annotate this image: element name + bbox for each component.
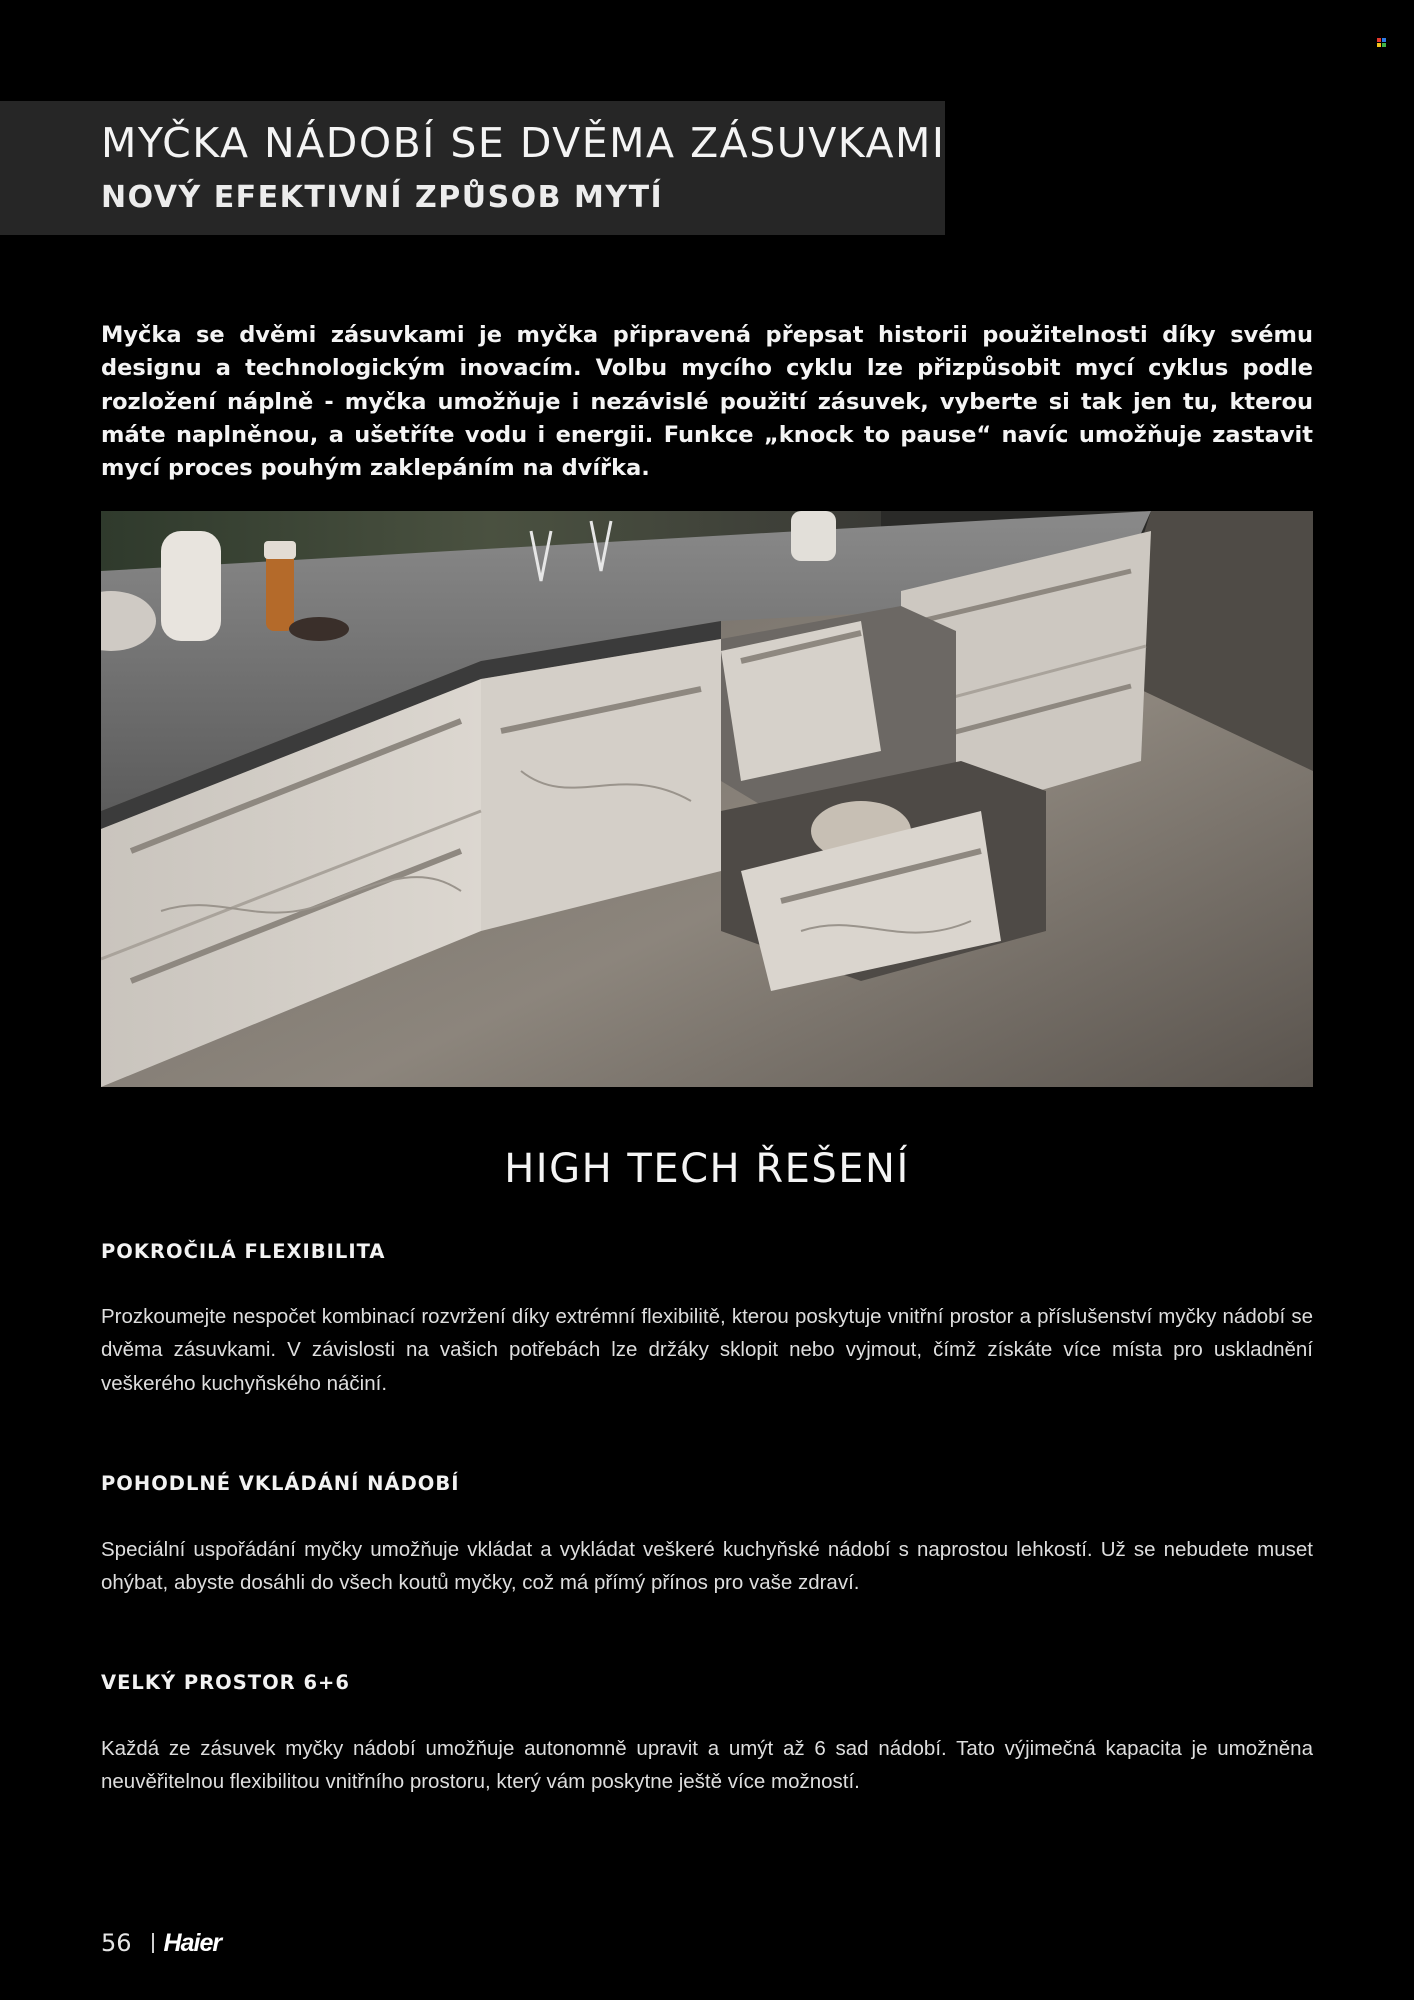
feature-text-flexibility: Prozkoumejte nespočet kombinací rozvržení díky extrémní flexibilitě, kterou poskytuje vnitřní prostor a příslušenství myčky nádobí se dvěma zásuvkami. V závislosti na vašich potřebách lze držáky sklopit nebo vyjmout, čímž získáte více místa pro uskladnění veškerého kuchyňského náčiní.	[101, 1305, 1313, 1395]
section-title: HIGH TECH ŘEŠENÍ	[504, 1146, 910, 1192]
page-subtitle: NOVÝ EFEKTIVNÍ ZPŮSOB MYTÍ	[101, 180, 664, 215]
feature-text-loading: Speciální uspořádání myčky umožňuje vkládat a vykládat veškeré kuchyňské nádobí s naprostou lehkostí. Už se nebudete muset ohýbat, abyste dosáhli do všech koutů myčky, což má přímý přínos pro vaše zdraví.	[101, 1538, 1313, 1595]
color-squares-icon	[1377, 38, 1387, 48]
page-footer	[101, 1925, 221, 1961]
feature-heading-loading: POHODLNÉ VKLÁDÁNÍ NÁDOBÍ	[101, 1472, 460, 1495]
page-number: 56	[101, 1929, 132, 1957]
intro-paragraph: Myčka se dvěmi zásuvkami je myčka připravená přepsat historii použitelnosti díky svému designu a technologickým inovacím. Volbu mycího cyklu lze přizpůsobit mycí cyklus podle rozložení náplně - myčka umožňuje i nezávislé použití zásuvek, vyberte si tak jen tu, kterou máte naplněnou, a ušetříte vodu i energii. Funkce „knock to pause“ navíc umožňuje zastavit mycí proces pouhým zaklepáním na dvířka.	[101, 322, 1313, 482]
feature-heading-flexibility: POKROČILÁ FLEXIBILITA	[101, 1240, 386, 1263]
kitchen-dishwasher-photo	[101, 511, 1313, 1087]
brand-logo: Haier	[163, 1928, 222, 1957]
feature-text-capacity: Každá ze zásuvek myčky nádobí umožňuje autonomně upravit a umýt až 6 sad nádobí. Tato výjimečná kapacita je umožněna neuvěřitelnou flexibilitou vnitřního prostoru, který vám poskytne ještě více možností.	[101, 1737, 1313, 1794]
page-title: MYČKA NÁDOBÍ SE DVĚMA ZÁSUVKAMI	[101, 119, 946, 167]
feature-heading-capacity: VELKÝ PROSTOR 6+6	[101, 1671, 350, 1694]
footer-divider	[152, 1933, 154, 1953]
